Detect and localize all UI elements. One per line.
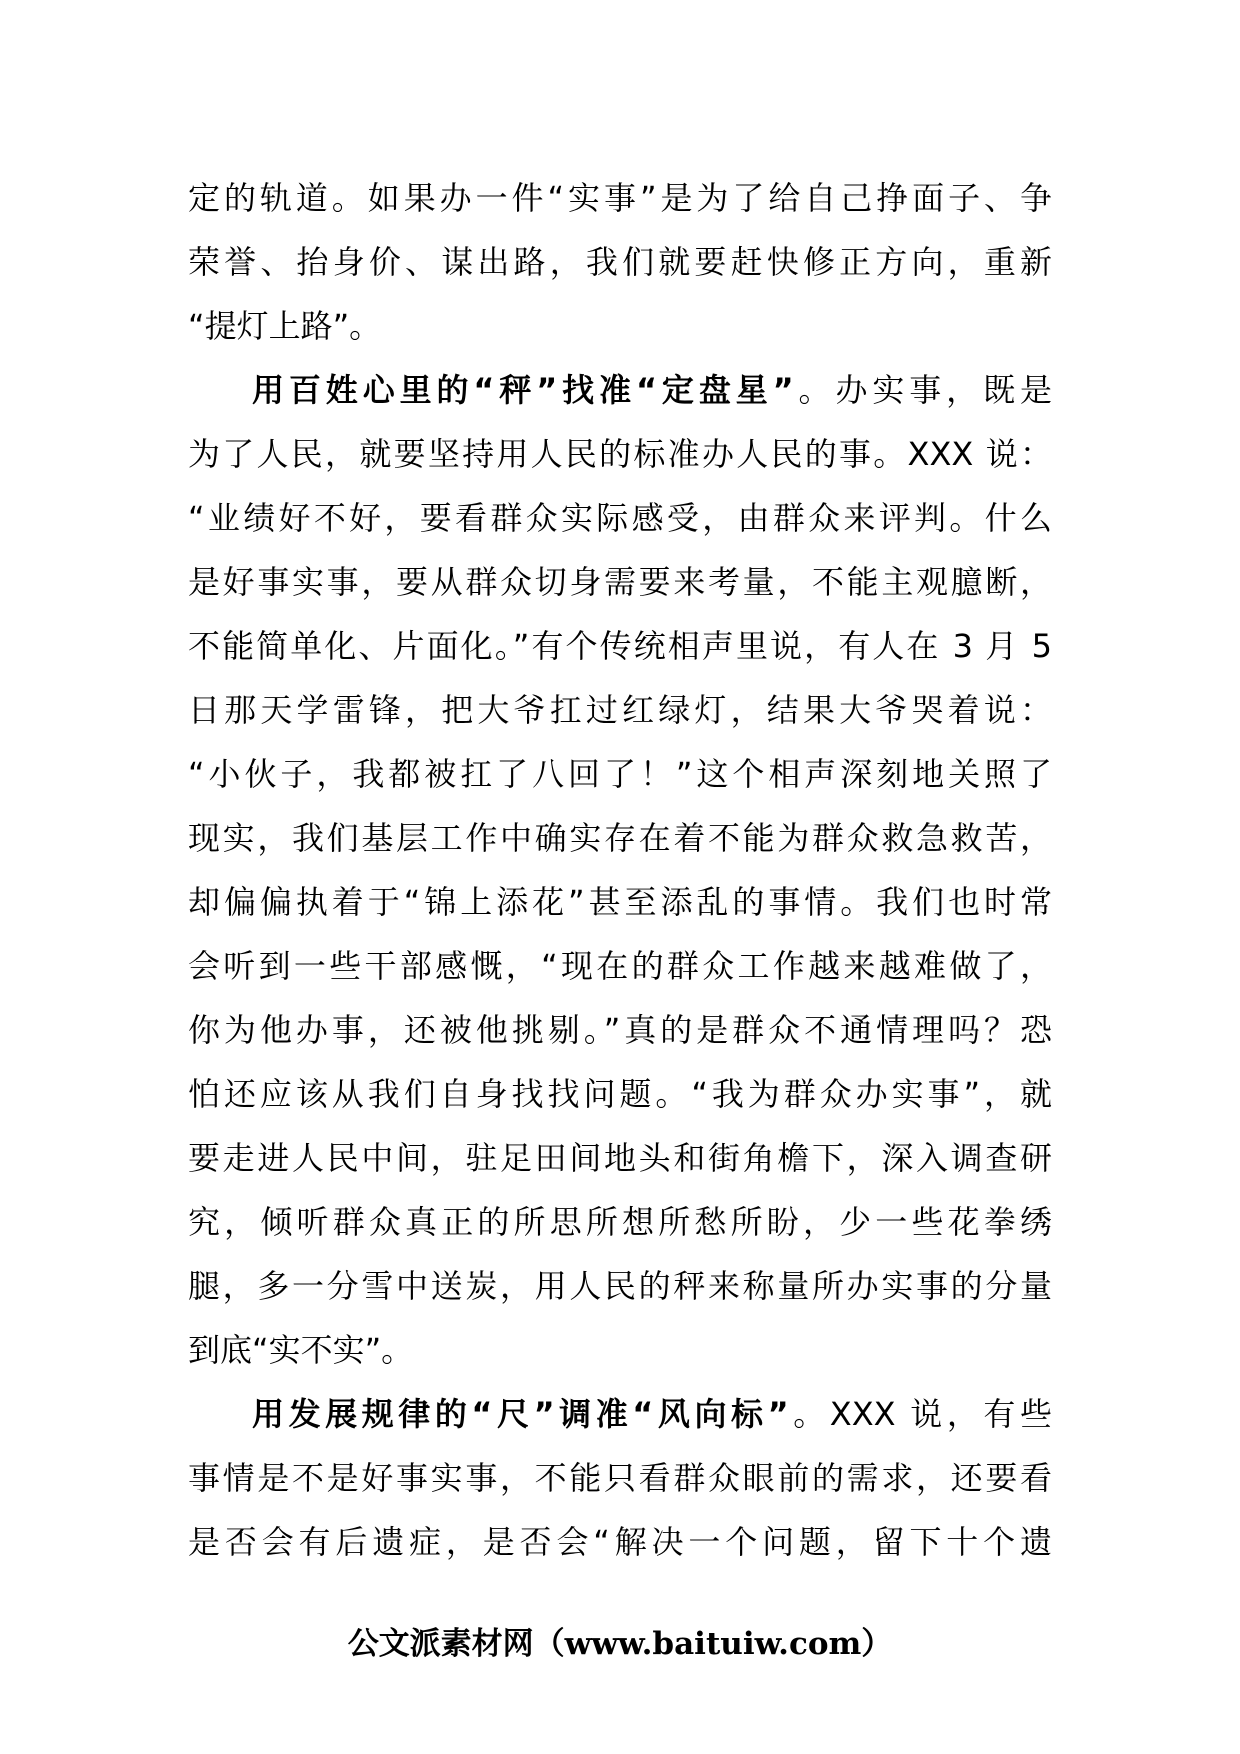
page-footer: 公文派素材网（www.baituiw.com） [347, 1626, 893, 1662]
text-line: 怕还应该从我们自身找找问题。“我为群众办实事”，就 [188, 1075, 1052, 1113]
paragraph-heading: 用百姓心里的“秤”找准“定盘星” [252, 371, 794, 409]
text-line: “提灯上路”。 [188, 307, 382, 345]
paragraph-heading-line [188, 358, 1052, 422]
text-line: 你为他办事，还被他挑剔。”真的是群众不通情理吗？恐 [188, 1011, 1052, 1049]
text-line: “小伙子，我都被扛了八回了！”这个相声深刻地关照了 [188, 755, 1052, 793]
text-span: 。XXX 说，有些 [788, 1395, 1052, 1433]
text-line: 要走进人民中间，驻足田间地头和街角檐下，深入调查研 [188, 1139, 1052, 1177]
text-line: 腿，多一分雪中送炭，用人民的秤来称量所办实事的分量 [188, 1267, 1052, 1305]
text-line: 是好事实事，要从群众切身需要来考量，不能主观臆断， [188, 563, 1052, 601]
text-line: 定的轨道。如果办一件“实事”是为了给自己挣面子、争 [188, 179, 1052, 217]
text-line: 日那天学雷锋，把大爷扛过红绿灯，结果大爷哭着说： [188, 691, 1052, 729]
document-body [188, 166, 1052, 1574]
text-line: 现实，我们基层工作中确实存在着不能为群众救急救苦， [188, 819, 1052, 857]
text-line: 到底“实不实”。 [188, 1331, 414, 1369]
text-line: 究，倾听群众真正的所思所想所愁所盼，少一些花拳绣 [188, 1203, 1052, 1241]
text-line: 不能简单化、片面化。”有个传统相声里说，有人在 3 月 5 [188, 627, 1052, 665]
text-line: 会听到一些干部感慨，“现在的群众工作越来越难做了， [188, 947, 1052, 985]
text-line: 事情是不是好事实事，不能只看群众眼前的需求，还要看 [188, 1459, 1052, 1497]
paragraph-heading-line [188, 1382, 1052, 1446]
text-line: 却偏偏执着于“锦上添花”甚至添乱的事情。我们也时常 [188, 883, 1052, 921]
text-line: 为了人民，就要坚持用人民的标准办人民的事。XXX 说： [188, 435, 1052, 473]
text-line: 荣誉、抬身价、谋出路，我们就要赶快修正方向，重新 [188, 243, 1052, 281]
text-line: “业绩好不好，要看群众实际感受，由群众来评判。什么 [188, 499, 1052, 537]
text-line: 是否会有后遗症，是否会“解决一个问题，留下十个遗 [188, 1523, 1052, 1561]
text-span: 。办实事，既是 [793, 371, 1052, 409]
paragraph-heading: 用发展规律的“尺”调准“风向标” [252, 1395, 789, 1433]
